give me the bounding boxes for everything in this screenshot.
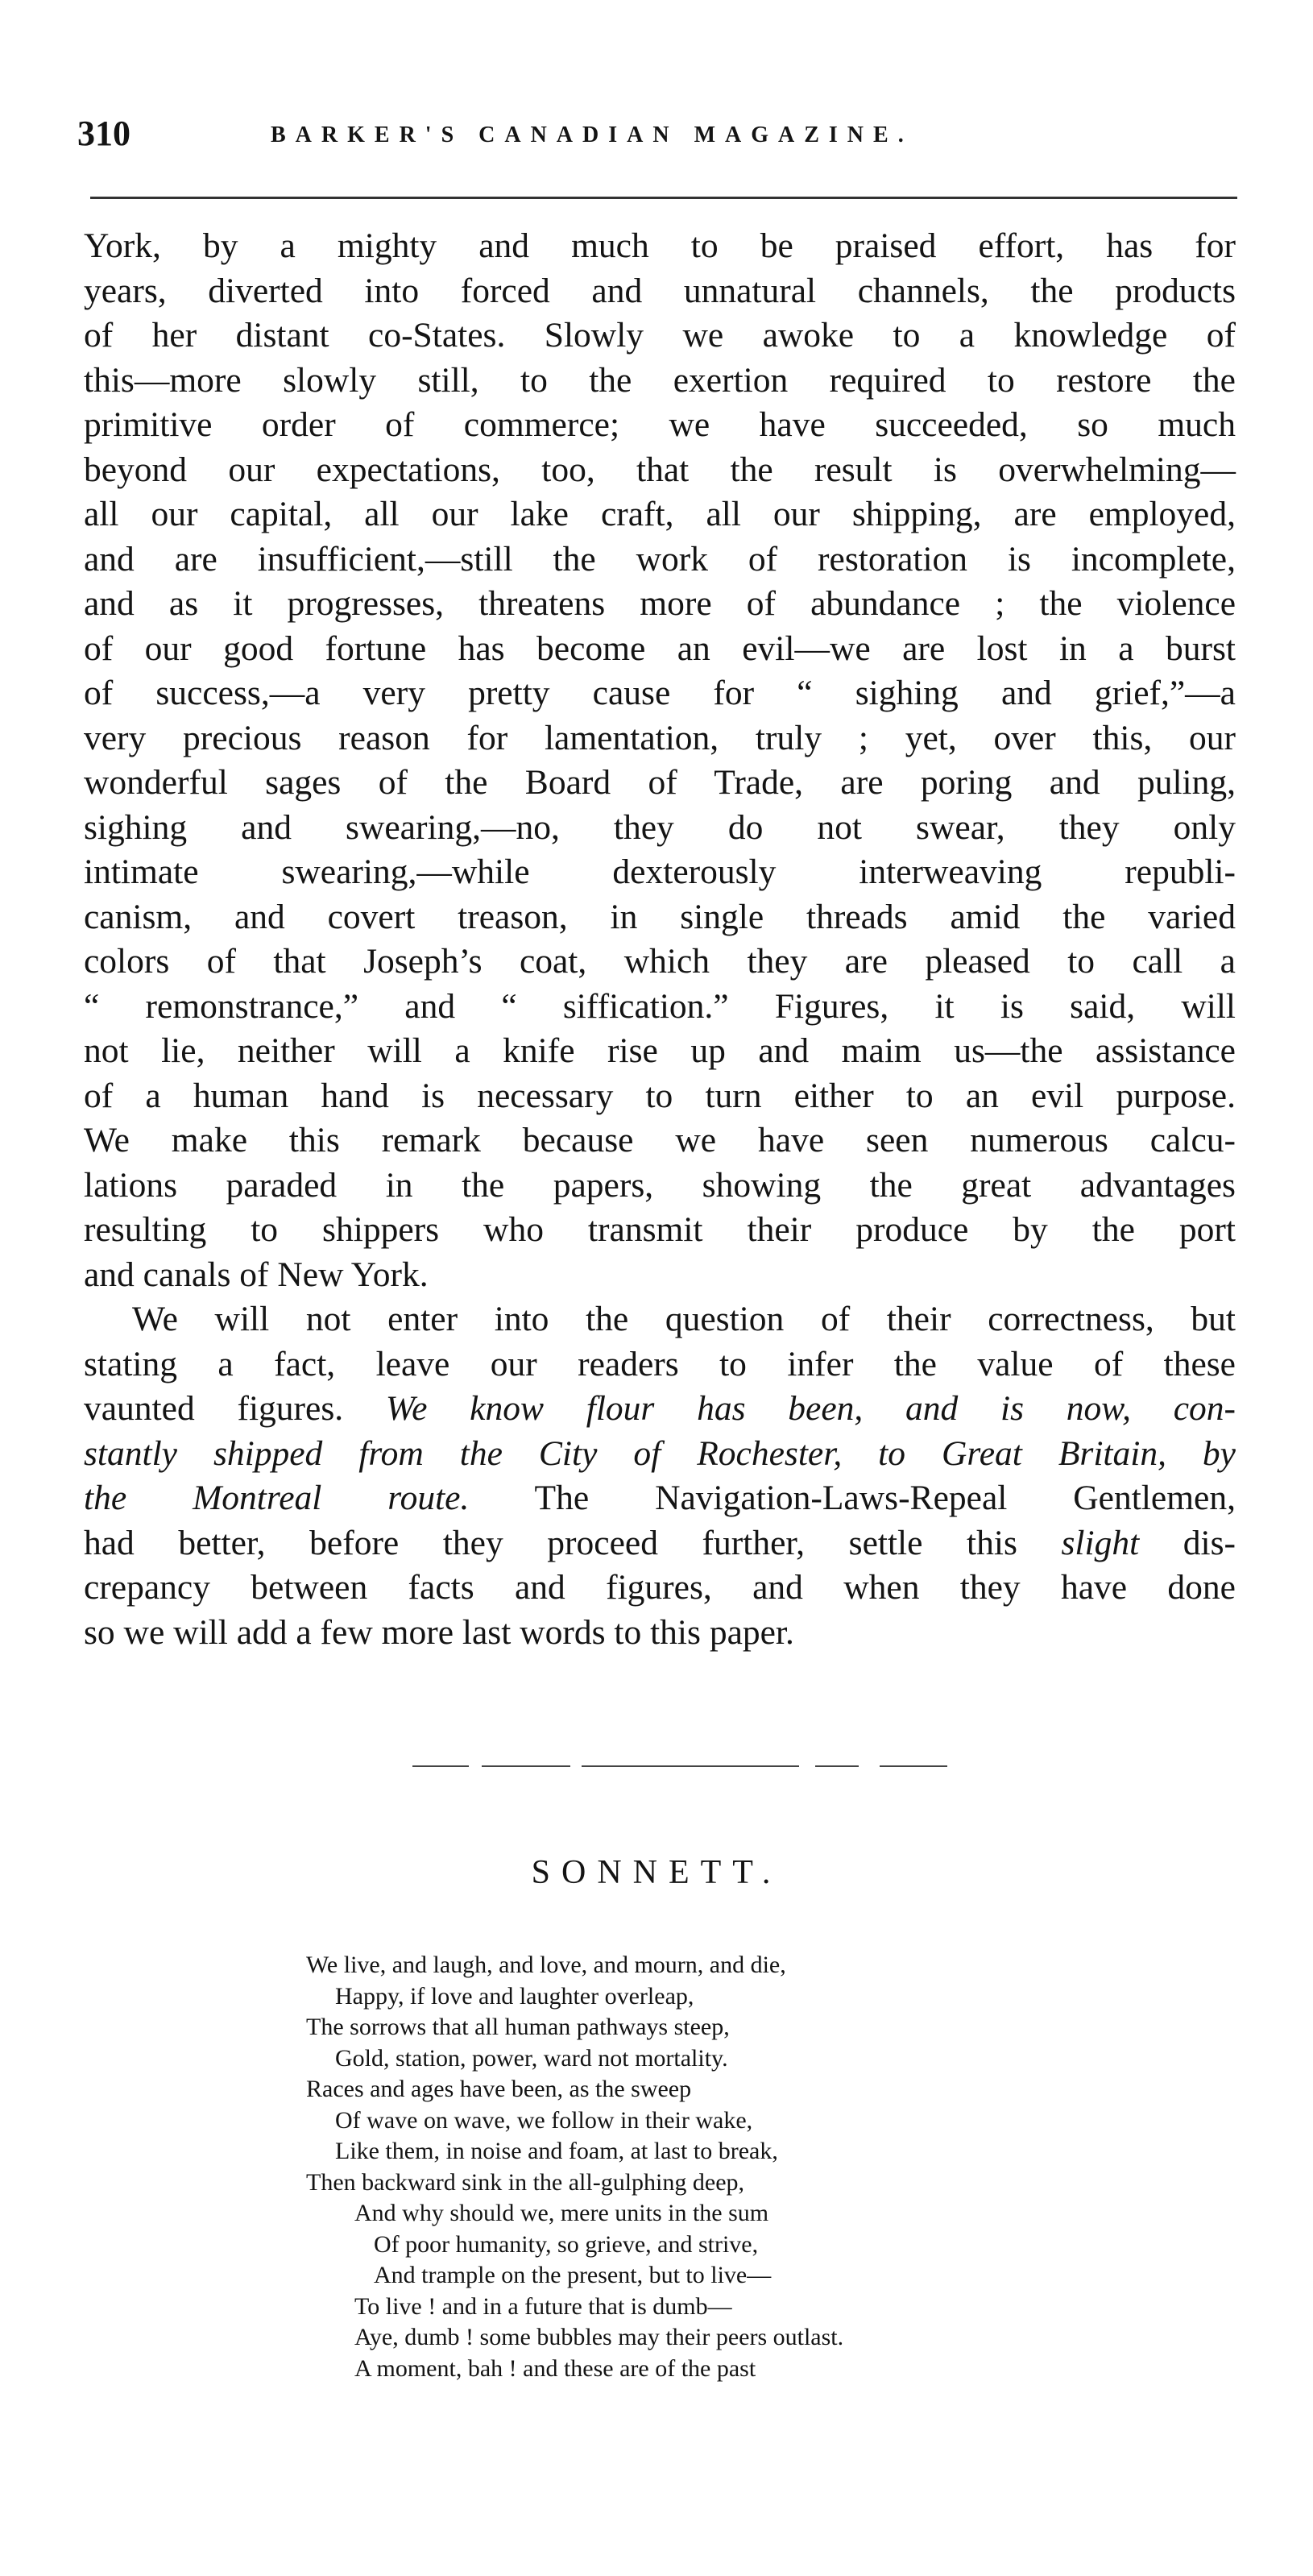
- text-line: primitive order of commerce; we have succeeded, so much: [84, 405, 1236, 444]
- text-line: years, diverted into forced and unnatural channels, the products: [84, 271, 1236, 310]
- poem-line: And trample on the present, but to live—: [374, 2262, 772, 2288]
- text-line: crepancy between facts and figures, and when they have done: [84, 1568, 1236, 1607]
- divider-dash: [582, 1765, 799, 1767]
- text-line: “ remonstrance,” and “ siffication.” Figures, it is said, will: [84, 986, 1236, 1026]
- text-line: stating a fact, leave our readers to infer the value of these: [84, 1344, 1236, 1383]
- text-line: canism, and covert treason, in single threads amid the varied: [84, 897, 1236, 936]
- text-line: sighing and swearing,—no, they do not swear, they only: [84, 807, 1236, 847]
- text-line: of success,—a very pretty cause for “ sighing and grief,”—a: [84, 674, 1236, 712]
- page-header: [77, 113, 1237, 161]
- running-title: BARKER'S CANADIAN MAGAZINE.: [271, 122, 913, 147]
- text-line: wonderful sages of the Board of Trade, are poring and puling,: [84, 763, 1236, 802]
- text-line: all our capital, all our lake craft, all our shipping, are employed,: [84, 495, 1236, 533]
- poem-line: We live, and laugh, and love, and mourn, and die,: [306, 1952, 786, 1978]
- text-line: of our good fortune has become an evil—we are lost in a burst: [84, 628, 1236, 668]
- text-line: York, by a mighty and much to be praised effort, has for: [84, 226, 1236, 265]
- page-number: 310: [77, 114, 130, 153]
- text-line: [84, 1521, 1236, 1566]
- text-line: beyond our expectations, too, that the result is overwhelming—: [84, 450, 1236, 489]
- poem-line: Gold, station, power, ward not mortality.: [335, 2044, 728, 2072]
- poem-body: [306, 1950, 1079, 2384]
- text-line: and as it progresses, threatens more of abundance ; the violence: [84, 584, 1236, 623]
- header-rule: [90, 197, 1237, 199]
- poem-line: The sorrows that all human pathways steep,: [306, 2014, 730, 2040]
- text-line: resulting to shippers who transmit their produce by the port: [84, 1210, 1236, 1249]
- section-divider-ornament: [412, 1763, 947, 1769]
- poem-line: Of poor humanity, so grieve, and strive,: [374, 2230, 759, 2258]
- italic-run: We know flour has been, and is now, con-: [385, 1389, 1236, 1428]
- poem-line: Aye, dumb ! some bubbles may their peers outlast.: [354, 2324, 844, 2350]
- poem-line: A moment, bah ! and these are of the past: [354, 2354, 756, 2382]
- poem-line: To live ! and in a future that is dumb—: [354, 2292, 732, 2320]
- text-run: The Navigation-Laws-Repeal Gentlemen,: [469, 1479, 1236, 1517]
- text-run: vaunted figures.: [84, 1389, 386, 1428]
- text-line: and are insufficient,—still the work of restoration is incomplete,: [84, 539, 1236, 579]
- text-line: so we will add a few more last words to this paper.: [84, 1612, 794, 1652]
- article-body: [84, 224, 1236, 1655]
- divider-dash: [880, 1765, 947, 1767]
- italic-run: slight: [1061, 1523, 1140, 1562]
- text-line: [84, 1432, 1236, 1477]
- divider-dash: [482, 1765, 570, 1767]
- divider-dash: [815, 1765, 859, 1767]
- poem-line: Races and ages have been, as the sweep: [306, 2076, 692, 2102]
- text-line: and canals of New York.: [84, 1255, 429, 1294]
- poem-line: Of wave on wave, we follow in their wake,: [335, 2106, 753, 2134]
- divider-dash: [412, 1765, 469, 1767]
- text-line: We will not enter into the question of their correctness, but: [132, 1300, 1236, 1338]
- text-run: dis-: [1139, 1523, 1236, 1562]
- text-line: lations paraded in the papers, showing the great advantages: [84, 1165, 1236, 1205]
- poem-title: SONNETT.: [531, 1854, 782, 1891]
- article-paragraph-1: [84, 224, 1236, 1297]
- text-line: We make this remark because we have seen numerous calcu-: [84, 1121, 1236, 1159]
- text-run: had better, before they proceed further, settle this: [84, 1523, 1062, 1562]
- poem-line: Then backward sink in the all-gulphing deep,: [306, 2168, 745, 2196]
- text-line: [84, 1387, 1236, 1432]
- text-line: of a human hand is necessary to turn either to an evil purpose.: [84, 1076, 1236, 1115]
- text-line: not lie, neither will a knife rise up and maim us—the assistance: [84, 1031, 1236, 1070]
- poem-line: Like them, in noise and foam, at last to break,: [335, 2138, 778, 2164]
- text-line: colors of that Joseph’s coat, which they are pleased to call a: [84, 942, 1236, 981]
- italic-run: stantly shipped from the City of Rochester, to Great Britain, by: [84, 1433, 1236, 1473]
- text-line: of her distant co-States. Slowly we awoke to a knowledge of: [84, 316, 1236, 355]
- poem-line: And why should we, mere units in the sum: [354, 2200, 769, 2226]
- poem-line: Happy, if love and laughter overleap,: [335, 1982, 694, 2010]
- text-line: very precious reason for lamentation, truly ; yet, over this, our: [84, 718, 1236, 757]
- italic-run: the Montreal route.: [84, 1479, 470, 1517]
- text-line: intimate swearing,—while dexterously interweaving republi-: [84, 852, 1236, 891]
- text-line: [84, 1476, 1236, 1521]
- text-line: this—more slowly still, to the exertion required to restore the: [84, 360, 1236, 400]
- article-paragraph-2: [84, 1297, 1236, 1655]
